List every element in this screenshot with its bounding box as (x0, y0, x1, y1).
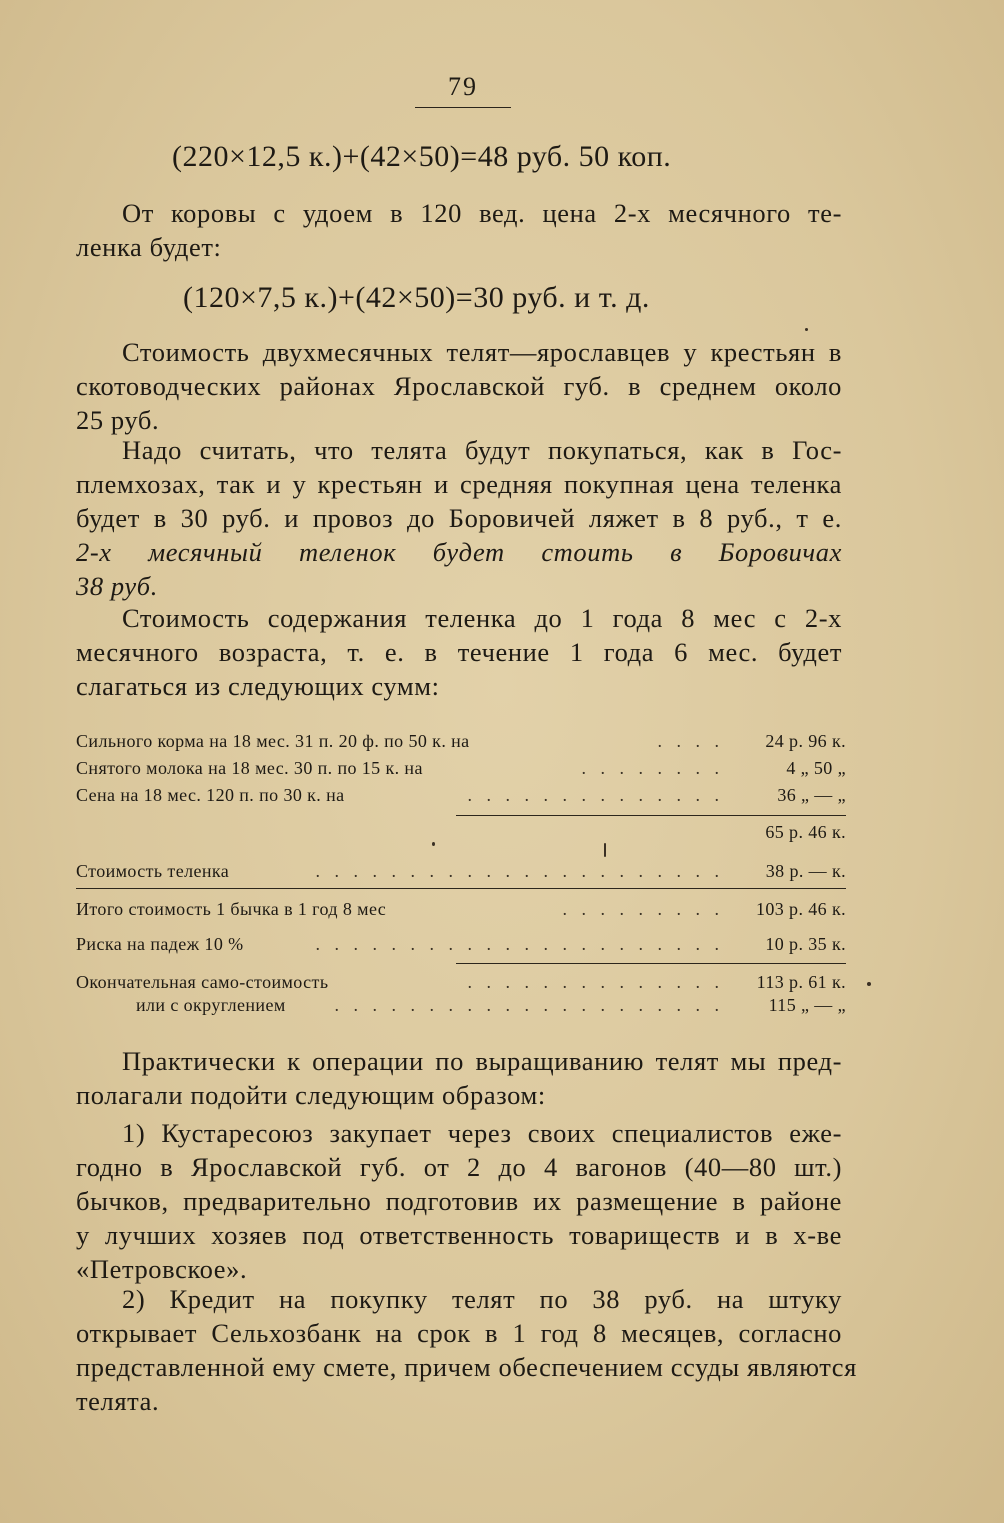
cost-row-label: Итого стоимость 1 бычка в 1 год 8 мес (76, 899, 387, 919)
paragraph-cost-yaroslavl (76, 335, 842, 437)
paragraph-calf-price (76, 196, 842, 264)
text-line: племхозах, так и у крестьян и средняя покупная цена теленка (76, 469, 842, 499)
leader-dots: . . . . . . . . . . . . . . . . . . . . . . (315, 861, 724, 881)
cost-row-total (76, 896, 846, 922)
cost-row-label: Сена на 18 мес. 120 п. по 30 к. на (76, 785, 345, 805)
cost-row-amount: 115 „ — „ (768, 995, 846, 1015)
text-line: будет в 30 руб. и провоз до Боровичей ляжет в 8 руб., т е. (76, 503, 842, 533)
cost-row-label: Риска на падеж 10 % (76, 934, 244, 954)
text-line: месячного возраста, т. е. в течение 1 года 6 мес. будет (76, 637, 842, 667)
cost-row-label: Стоимость теленка (76, 861, 230, 881)
cost-row-amount: 24 р. 96 к. (765, 731, 846, 751)
text-line-italic: 38 руб. (76, 571, 158, 601)
text-line: Надо считать, что телята будут покупаться, как в Гос- (122, 435, 842, 465)
text-line: телята. (76, 1386, 160, 1416)
text-line-italic: 2-х месячный теленок будет стоить в Боровичах (76, 537, 842, 567)
cost-row-amount: 113 р. 61 к. (756, 972, 846, 992)
text-line: представленной ему смете, причем обеспечением ссуды являются (76, 1352, 857, 1382)
cost-row-amount: 65 р. 46 к. (765, 822, 846, 842)
text-line: у лучших хозяев под ответственность товариществ и в х-ве (76, 1220, 842, 1250)
cost-row-amount: 10 р. 35 к. (765, 934, 846, 954)
cost-row-amount: 103 р. 46 к. (755, 899, 846, 919)
leader-dots: . . . . (657, 731, 724, 751)
formula-second: (120×7,5 к.)+(42×50)=30 руб. и т. д. (183, 281, 650, 314)
cost-row-calf (76, 858, 846, 884)
paper-speck (805, 328, 808, 331)
leader-dots: . . . . . . . . (581, 758, 724, 778)
total-rule (76, 888, 846, 889)
subtotal-rule (456, 815, 846, 816)
cost-row-label: или с округлением (136, 995, 286, 1015)
cost-row-rounded (76, 992, 846, 1018)
cost-row-risk (76, 931, 846, 957)
paragraph-approach (76, 1044, 842, 1112)
text-line: Стоимость двухмесячных телят—ярославцев у крестьян в (122, 337, 842, 367)
cost-row-label: Окончательная само-стоимость (76, 972, 329, 992)
text-line: «Петровское». (76, 1254, 248, 1284)
text-line: 1) Кустаресоюз закупает через своих специалистов еже- (122, 1118, 842, 1148)
leader-dots: . . . . . . . . . . . . . . . . . . . . . . (315, 934, 724, 954)
paper-speck (867, 982, 871, 986)
text-line: Практически к операции по выращиванию телят мы пред- (122, 1046, 842, 1076)
text-line: бычков, предварительно подготовив их размещение в районе (76, 1186, 842, 1216)
text-line: слагаться из следующих сумм: (76, 671, 440, 701)
cost-row-label: Сильного корма на 18 мес. 31 п. 20 ф. по 50 к. на (76, 731, 470, 751)
text-line: полагали подойти следующим образом: (76, 1080, 546, 1110)
text-line: Стоимость содержания теленка до 1 года 8 мес с 2-х (122, 603, 842, 633)
cost-row-subtotal (76, 819, 846, 845)
leader-dots: . . . . . . . . . . . . . . (467, 972, 724, 992)
paper-speck (432, 842, 435, 846)
text-line: годно в Ярославской губ. от 2 до 4 вагонов (40—80 шт.) (76, 1152, 842, 1182)
paragraph-point-2 (76, 1282, 857, 1418)
cost-row-milk (76, 755, 846, 781)
text-line: 25 руб. (76, 405, 160, 435)
leader-dots: . . . . . . . . . (562, 899, 724, 919)
page-number-rule (415, 107, 511, 108)
text-line: открывает Сельхозбанк на срок в 1 год 8 месяцев, согласно (76, 1318, 842, 1348)
paragraph-purchase-price (76, 433, 842, 603)
cost-row-hay (76, 782, 846, 808)
text-line: ленка будет: (76, 232, 222, 262)
cost-row-feed (76, 728, 846, 754)
cost-row-amount: 38 р. — к. (765, 861, 846, 881)
paragraph-point-1 (76, 1116, 842, 1286)
page-number: 79 (448, 72, 478, 101)
text-line: 2) Кредит на покупку телят по 38 руб. на штуку (122, 1284, 842, 1314)
leader-dots: . . . . . . . . . . . . . . . . . . . . . (334, 995, 724, 1015)
paragraph-upkeep (76, 601, 842, 703)
text-line: От коровы с удоем в 120 вед. цена 2-х месячного те- (122, 198, 842, 228)
cost-row-label: Снятого молока на 18 мес. 30 п. по 15 к. на (76, 758, 423, 778)
leader-dots: . . . . . . . . . . . . . . (467, 785, 724, 805)
final-rule (456, 963, 846, 964)
formula-first: (220×12,5 к.)+(42×50)=48 руб. 50 коп. (172, 140, 672, 173)
cost-row-amount: 4 „ 50 „ (786, 758, 846, 778)
cost-row-amount: 36 „ — „ (777, 785, 846, 805)
text-line: скотоводческих районах Ярославской губ. в среднем около (76, 371, 842, 401)
paper-speck (604, 843, 606, 857)
